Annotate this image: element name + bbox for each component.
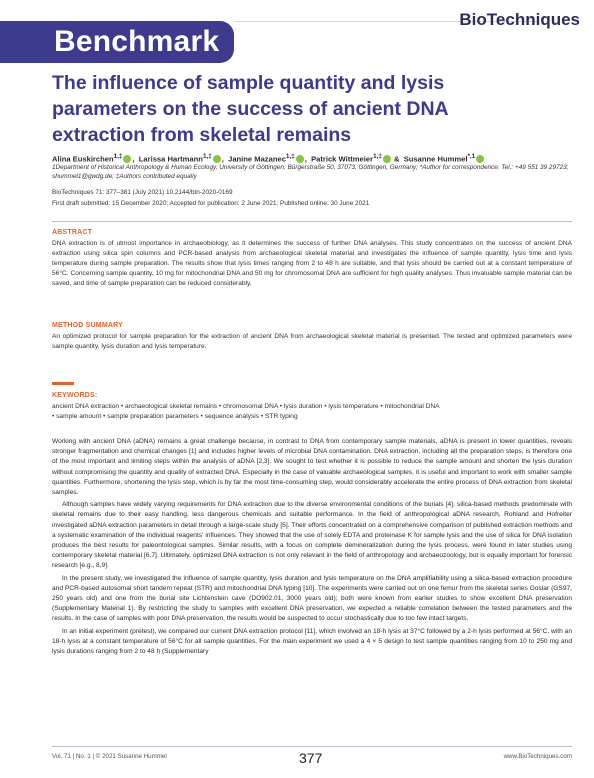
author-name[interactable]: Susanne Hummel bbox=[403, 154, 468, 164]
abstract-text: DNA extraction is of utmost importance in archaeobiology, as it determines the success of further DNA analyses. This study concentrates on the success of ancient DNA extraction using silica spin columns and PCR-based analysis from archaeological skeletal material and investigates the influence of sample quantity, lysis time and lysis temperature during sample preparation. The results show that lysis times ranging from 2 to 48 h are suitable, and that lysis should be carried out at a constant temperature of 56°C. Concerning sample quantity, 10 mg for mitochondrial DNA and 50 mg for chromosomal DNA are sufficient for high quality analyses. Thus invaluable sample material can be saved, and time of sample preparation can be reduced considerably. bbox=[52, 240, 572, 287]
author-name[interactable]: Larissa Hartmann bbox=[138, 154, 203, 164]
orcid-icon[interactable] bbox=[383, 155, 391, 163]
body-paragraph: Working with ancient DNA (aDNA) remains a great challenge because, in contrast to DNA from contemporary sample materials, aDNA is present in lower quantities, reveals stronger fragmentation and chemical changes [1] and includes higher levels of microbial DNA contamination. DNA extraction, including all the preparation steps, is therefore one of the most important and limiting steps within the analysis of aDNA [2,3]. We sought to test whether it is possible to reduce the sample amount and shorten the lysis duration without compromising the quantity and quality of extracted DNA. Especially in the case of valuable archaeological samples, it is useful and important to work with smaller sample quantities. Furthermore, shortening the lysis step, which is by far the most time-consuming step, would considerably accelerate the entire process of DNA extraction from skeletal samples. bbox=[52, 438, 572, 497]
citation[interactable]: BioTechniques 71: 377–381 (July 2021) 10.2144/btn-2020-0169 bbox=[52, 189, 233, 196]
divider bbox=[52, 221, 572, 222]
author-mark: 1,‡ bbox=[285, 153, 295, 160]
author-mark: 1,‡ bbox=[113, 153, 123, 160]
keywords-line: • sample amount • sample preparation parameters • sequence analysis • STR typing bbox=[52, 413, 298, 420]
author-mark: 1,‡ bbox=[373, 153, 382, 160]
page-number: 377 bbox=[299, 750, 323, 766]
method-summary-text: An optimized protocol for sample preparation for the extraction of ancient DNA from archaeological skeletal material is presented. The tested and optimized parameters were sample quantity, lysis duration and lysis temperature. bbox=[52, 333, 572, 350]
journal-logo: BioTechniques bbox=[459, 10, 580, 29]
keywords-line: ancient DNA extraction • archaeological skeletal remains • chromosomal DNA • lysis duration • lysis temperature • mitochondrial DNA bbox=[52, 403, 440, 410]
orcid-icon[interactable] bbox=[123, 155, 131, 163]
body-paragraph: Although samples have widely varying requirements for DNA extraction due to the diverse environmental conditions of the burials [4], silica-based methods predominate with skeletal remains due to their easy handling, less dangerous chemicals and suitable performance. In the field of anthropological aDNA research, Rohland and Hofreiter investigated aDNA extraction parameters in detail through a large-scale study [5]. Their efforts concentrated on a comprehensive comparison of published extraction methods and a systematic examination of the individual reagents' influences. They showed that the use of solely EDTA and proteinase K for sample lysis and the use of silica for DNA isolation produces the best results for paleontological samples. Similar results, with a focus on complete demineralization during the lysis process, were found in later studies using contemporary skeletal material [6,7]. Ultimately, optimized DNA extraction is not only relevant in the field of anthropology and archaeozoology, but is equally important for forensic research [e.g., 8,9]. bbox=[52, 501, 572, 570]
abstract-heading: ABSTRACT bbox=[52, 229, 93, 236]
orcid-icon[interactable] bbox=[213, 155, 221, 163]
author-mark: 1,‡ bbox=[202, 153, 212, 160]
page-footer bbox=[52, 746, 572, 766]
footer-volume: Vol. 71 | No. 1 | © 2021 Susanne Hummel bbox=[52, 753, 167, 760]
keywords-list bbox=[52, 402, 572, 422]
article-body bbox=[52, 437, 572, 659]
body-paragraph: In an initial experiment (pretest), we compared our current DNA extraction protocol [11], which involved an 18-h lysis at 37°C followed by a 2-h lysis performed at 56°C, with an 18-h lysis at a constant temperature of 56°C for all sample quantities. For the main experiment we used a 4 × 5 design to test sample quantities ranging from 10 to 250 mg and lysis durations ranging from 2 to 48 h (Supplementary bbox=[52, 627, 572, 656]
orcid-icon[interactable] bbox=[476, 155, 484, 163]
section-tab bbox=[0, 21, 234, 63]
footer-website[interactable]: www.BioTechniques.com bbox=[503, 753, 572, 760]
keywords-accent bbox=[52, 382, 74, 385]
author-mark: *,1 bbox=[467, 153, 476, 160]
publication-dates: First draft submitted: 15 December 2020; Accepted for publication: 2 June 2021; Published online: 30 June 2021 bbox=[52, 200, 370, 207]
author-name[interactable]: Patrick Wittmeier bbox=[311, 154, 374, 164]
keywords-heading: KEYWORDS: bbox=[52, 392, 98, 399]
method-summary-heading: METHOD SUMMARY bbox=[52, 322, 123, 329]
affiliation: 1Department of Historical Anthropology & Human Ecology, University of Göttingen, Bürgerstraße 50, 37073, Göttingen, Germany; *Author for correspondence: Tel.: +49 551 39 29723; shummel1@gwdg.de; ‡Authors contributed equally bbox=[52, 164, 569, 181]
article-title: The influence of sample quantity and lysis parameters on the success of ancient DNA extraction from skeletal remains bbox=[52, 72, 448, 146]
orcid-icon[interactable] bbox=[296, 155, 304, 163]
author-list: Alina Euskirchen$^{1,\ddagger}$ , Larissa Hartmann$^{1,\ddagger}$ , Janine Mazanec$^{1,\ddagger}$ , Patrick Wittmeier$^{1,\ddagger}$ & Susanne Hummel$^{*,1}$ bbox=[52, 152, 572, 165]
author-name[interactable]: Janine Mazanec bbox=[228, 154, 286, 164]
author-name[interactable]: Alina Euskirchen bbox=[52, 154, 114, 164]
section-label: Benchmark bbox=[54, 25, 220, 58]
body-paragraph: In the present study, we investigated the influence of sample quantity, lysis duration and lysis temperature on the DNA amplifiability using a silica-based extraction procedure and PCR-based autosomal short tandem repeat (STR) and mitochondrial DNA typing [10]. The experiments were carried out on one femur from the skeletal series Goslar (GS97, 250 years old) and one from the burial site Lichtenstein cave (DO902.01, 3000 years old); both were known from earlier studies to show excellent DNA preservation (Supplementary Material 1). By restricting the study to samples with excellent DNA preservation, we expected a reliable correlation between the tested parameters and the results. In the case of samples with poor DNA preservation, the results would be suspected to occur stochastically due to too few intact targets. bbox=[52, 574, 572, 623]
